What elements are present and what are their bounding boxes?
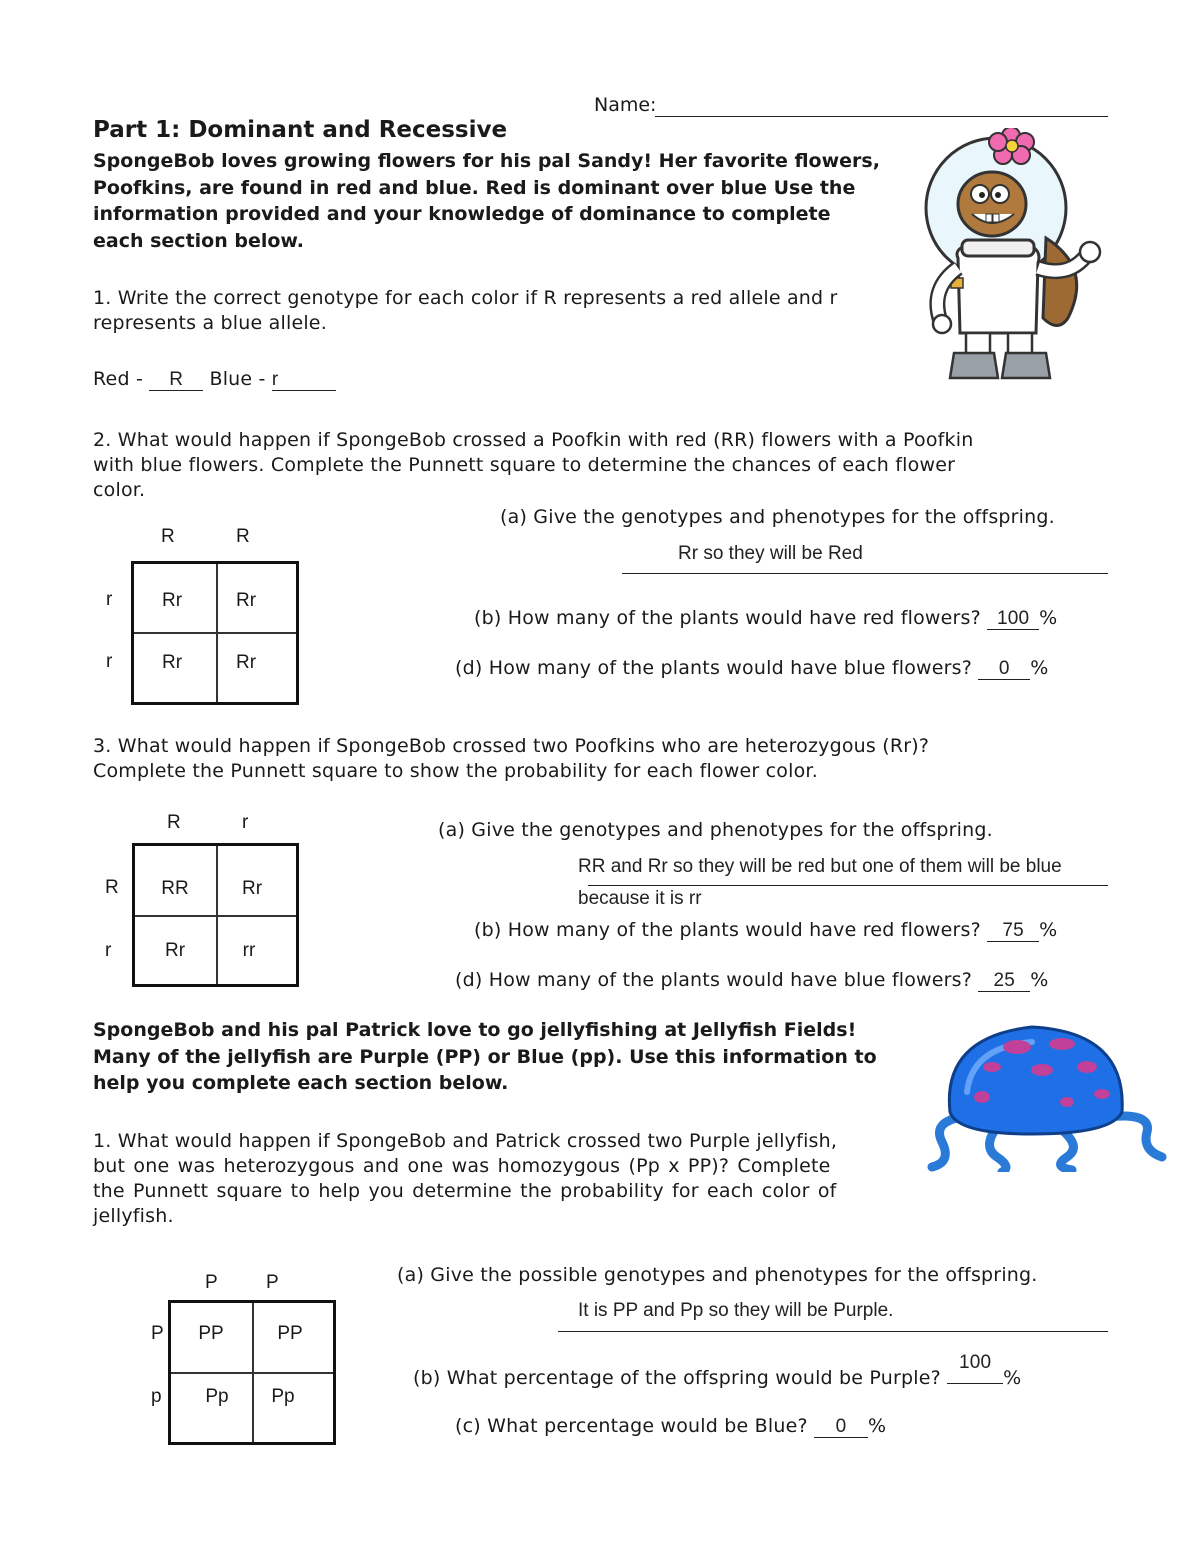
p1-q3-text: 3. What would happen if SpongeBob crossed two Poofkins who are heterozygous (Rr)? Complete the Punnett square to show the probability for each flower color. [93,735,930,782]
purple-percent-field[interactable]: 100 [959,1352,992,1373]
allele-label: r [106,589,113,610]
p1-q2-a-question: (a) Give the genotypes and phenotypes for the offspring. [500,506,1055,528]
p1-q2-text: 2. What would happen if SpongeBob crossed a Poofkin with red (RR) flowers with a Poofkin with blue flowers. Complete the Punnett square to determine the chances of each flower color. [93,429,974,501]
allele-label: P [266,1272,279,1293]
allele-label: R [236,526,250,547]
punnett-cell[interactable]: Rr [161,652,183,673]
blue-percent-field[interactable]: 0 [978,659,1030,680]
p1-q3-a-question: (a) Give the genotypes and phenotypes for the offspring. [438,819,993,841]
p1-q1-answers: Red - R Blue - r [93,367,336,392]
punnett-square [132,843,299,987]
allele-label: R [105,877,119,898]
punnett-cell[interactable]: Rr [161,590,183,611]
punnett-cell[interactable]: rr [242,940,256,961]
red-genotype-field[interactable]: R [149,370,203,391]
punnett-cell[interactable]: Rr [235,652,257,673]
p1-q2-d: (d) How many of the plants would have blue flowers? 0 % [455,657,1049,679]
p2-q1-b: (b) What percentage of the offspring would be Purple? 100% [413,1352,1022,1389]
jellyfish-illustration [922,1022,1167,1172]
punnett-square [131,561,299,705]
punnett-cell[interactable]: Pp [205,1386,229,1407]
punnett-cell[interactable]: Rr [241,878,263,899]
red-percent-field[interactable]: 100 [987,609,1039,630]
part1-intro: SpongeBob loves growing flowers for his pal Sandy! Her favorite flowers, Poofkins, are found in red and blue. Red is dominant over blue Use the information provided and your knowledge of dominance to complete each section below. [93,150,880,252]
p1-q3-a-answer-1[interactable]: RR and Rr so they will be red but one of them will be blue [578,856,1062,877]
allele-label: R [167,812,181,833]
allele-label: P [151,1323,164,1344]
part1-title: Part 1: Dominant and Recessive [93,117,508,143]
part2-intro: SpongeBob and his pal Patrick love to go jellyfishing at Jellyfish Fields! Many of the jellyfish are Purple (PP) or Blue (pp). Use this information to help you complete each section below. [93,1019,877,1094]
punnett-cell[interactable]: PP [198,1323,224,1344]
allele-label: R [161,526,175,547]
p2-q1-c: (c) What percentage would be Blue? 0 % [455,1415,887,1437]
name-field[interactable] [655,96,1108,117]
red-percent-field[interactable]: 75 [987,921,1039,942]
allele-label: r [242,812,249,833]
allele-label: r [105,940,112,961]
punnett-cell[interactable]: PP [277,1323,303,1344]
allele-label: r [106,651,113,672]
p2-q1-a-line [558,1331,1108,1332]
punnett-cell[interactable]: Rr [235,590,257,611]
p1-q2-a-answer[interactable]: Rr so they will be Red [678,543,863,564]
allele-label: p [151,1386,162,1407]
blue-percent-field[interactable]: 0 [814,1417,868,1438]
p2-q1-a-question: (a) Give the possible genotypes and phenotypes for the offspring. [397,1264,1038,1286]
punnett-square [168,1300,336,1445]
p1-q3-a-answer-2[interactable]: because it is rr [578,888,702,909]
punnett-cell[interactable]: Pp [271,1386,295,1407]
sandy-illustration [918,128,1108,383]
punnett-cell[interactable]: RR [161,878,189,899]
p1-q2-b: (b) How many of the plants would have red flowers? 100 % [474,607,1058,629]
blue-percent-field[interactable]: 25 [978,971,1030,992]
flower-icon [989,128,1034,164]
name-label: Name: [594,94,657,116]
allele-label: P [205,1272,218,1293]
p2-q1-text: 1. What would happen if SpongeBob and Patrick crossed two Purple jellyfish, but one was heterozygous and one was homozygous (Pp x PP)? Complete the Punnett square to help you determine the probability for each color of jellyfish. [93,1130,838,1227]
p1-q3-d: (d) How many of the plants would have blue flowers? 25 % [455,969,1049,991]
p1-q2-a-line [622,573,1108,574]
p1-q1-text: 1. Write the correct genotype for each color if R represents a red allele and r represents a blue allele. [93,287,838,334]
p1-q3-a-line [588,885,1108,886]
punnett-cell[interactable]: Rr [164,940,186,961]
p2-q1-a-answer[interactable]: It is PP and Pp so they will be Purple. [578,1300,894,1321]
blue-genotype-field[interactable]: r [272,370,336,391]
p1-q3-b: (b) How many of the plants would have red flowers? 75 % [474,919,1058,941]
